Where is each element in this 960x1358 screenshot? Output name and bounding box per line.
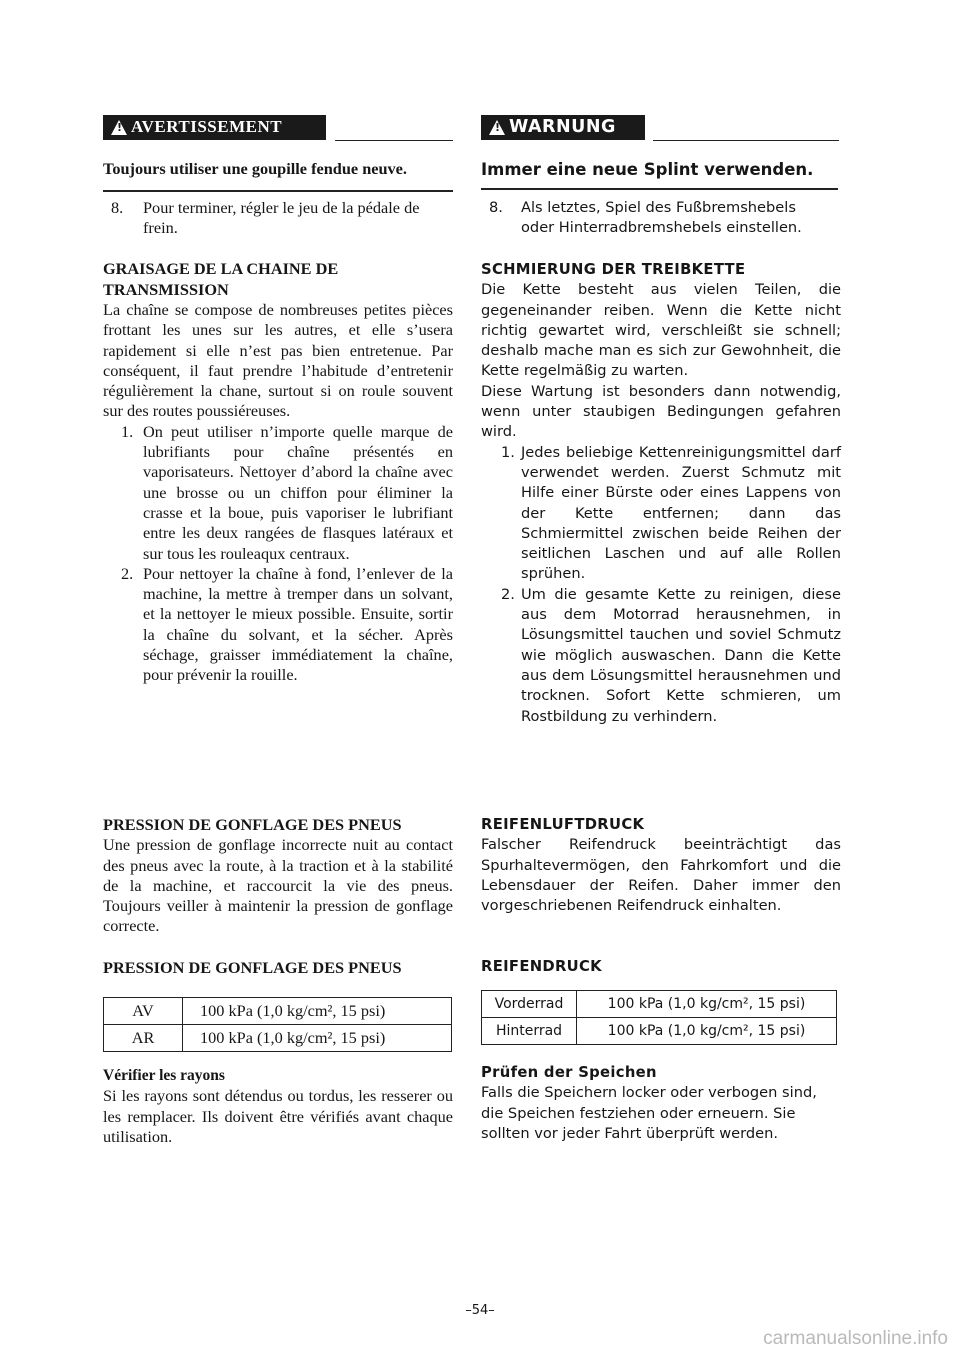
- fr-warning-rule: [103, 190, 453, 192]
- fr-chain-heading: GRAISAGE DE LA CHAINE DE TRANSMISSION: [103, 259, 339, 299]
- de-step-8: [489, 198, 831, 239]
- fr-chain-intro: La chaîne se compose de nombreuses petites pièces frottant les unes sur les autres, et elle s’usera rapidement si elle n’est pas bien entretenue. Par conséquent, il faut prendre l’habitude d’entretenir régulièrement la chane, surtout si on roule souvent sur des routes poussiéreuses.: [103, 300, 453, 421]
- de-chain-heading: SCHMIERUNG DER TREIBKETTE: [481, 261, 746, 278]
- fr-tire-heading: PRESSION DE GONFLAGE DES PNEUS: [103, 815, 402, 834]
- fr-warning-badge: [103, 115, 326, 140]
- de-tire-text: Falscher Reifendruck beeinträchtigt das Spurhaltevermögen, den Fahrkomfort und die Lebensdauer der Reifen. Daher immer den vorgeschriebenen Reifendruck einhalten.: [481, 836, 841, 915]
- de-step-8-num: 8.: [489, 199, 503, 216]
- de-chain-step-2: 2. Um die gesamte Kette zu reinigen, diese aus dem Motorrad herausnehmen, in Lösungsmittel tauchen und soviel Schmutz wie möglich auswaschen. Dann die Kette aus dem Lösungsmittel herausnehmen und trocknen. Sofort Kette schmieren, um Rostbildung zu verhindern.: [501, 585, 841, 725]
- table-row: [104, 1025, 452, 1052]
- de-table-heading-wrap: [481, 957, 841, 977]
- fr-pressure-table: [103, 997, 452, 1052]
- page-number: –54–: [465, 1303, 495, 1318]
- fr-chain-step-2: 2. Pour nettoyer la chaîne à fond, l’enlever de la machine, la mettre à tremper dans un solvant, et la nettoyer le mieux possible. Ensuite, sortir la chaîne du solvant, et la sécher. Après séchage, graisser immédiatement la chaîne, pour prévenir la rouille.: [121, 563, 453, 685]
- fr-spokes-section: [103, 1066, 453, 1147]
- de-warning-header: [481, 115, 841, 141]
- de-chain-step-1: 1. Jedes beliebige Kettenreinigungsmittel darf verwendet werden. Zuerst Schmutz mit Hilfe einer Bürste oder eines Lappens von der Kette entfernen; dann das Schmiermittel zwischen beide Reihen der seitlichen Laschen und auf alle Rollen sprühen.: [501, 443, 841, 583]
- fr-spokes-heading: Vérifier les rayons: [103, 1067, 225, 1084]
- de-step-8-text: Als letztes, Spiel des Fußbremshebels oder Hinterradbremshebels einstellen.: [521, 199, 802, 237]
- de-warning-text: Immer eine neue Splint verwenden.: [481, 160, 814, 179]
- de-chain-intro: Die Kette besteht aus vielen Teilen, die gegeneinander reiben. Wenn die Kette nicht richtig gewartet wird, verschleißt sie schnell; deshalb mache man es sich zur Gewohnheit, die Kette regelmäßig zu warten.: [481, 281, 841, 380]
- fr-warning-underline: [335, 140, 453, 142]
- warning-triangle-icon: [111, 120, 127, 135]
- table-row: [482, 1018, 837, 1045]
- de-warning-underline: [653, 140, 839, 142]
- fr-tire-text: Une pression de gonflage incorrecte nuit au contact des pneus avec la route, à la traction et à la stabilité de la machine, et raccourcit la vie des pneus. Toujours veiller à maintenir la pression de gonflage correcte.: [103, 835, 453, 936]
- de-spokes-section: [481, 1063, 841, 1144]
- fr-tire-section: [103, 815, 453, 937]
- de-table-label: Vorderrad: [482, 991, 577, 1018]
- de-tire-heading: REIFENLUFTDRUCK: [481, 816, 645, 833]
- fr-table-label: AV: [104, 998, 183, 1025]
- table-row: [104, 998, 452, 1025]
- de-table-value: 100 kPa (1,0 kg/cm², 15 psi): [577, 1018, 837, 1045]
- fr-table-value: 100 kPa (1,0 kg/cm², 15 psi): [183, 998, 452, 1025]
- fr-spokes-text: Si les rayons sont détendus ou tordus, les resserer ou les remplacer. Ils doivent être vérifiés avant chaque utilisation.: [103, 1086, 453, 1146]
- de-tire-section: [481, 815, 841, 916]
- fr-table-label: AR: [104, 1025, 183, 1052]
- de-spokes-text: Falls die Speichern locker oder verbogen sind, die Speichen festziehen oder erneuern. Sie sollten vor jeder Fahrt überprüft werden.: [481, 1084, 817, 1142]
- watermark: carmanualsonline.info: [763, 1328, 948, 1349]
- fr-table-heading-wrap: [103, 958, 453, 978]
- de-table-label: Hinterrad: [482, 1018, 577, 1045]
- de-pressure-table: [481, 990, 837, 1045]
- de-warning-rule: [481, 188, 838, 190]
- fr-step-8: [111, 198, 453, 239]
- fr-chain-step-1: 1. On peut utiliser n’importe quelle marque de lubrifiants pour chaîne présentés en vaporisateurs. Nettoyer d’abord la chaîne avec une brosse ou un chiffon pour éliminer la crasse et la boue, puis vaporiser le lubrifiant entre les deux rangées de flasques latéraux et sur tous les rouleaqux centraux.: [121, 421, 453, 563]
- de-warning-label: WARNUNG: [509, 117, 616, 138]
- de-chain-intro2: Diese Wartung ist besonders dann notwendig, wenn unter staubigen Bedingungen gefahren wird.: [481, 382, 841, 441]
- fr-warning-label: AVERTISSEMENT: [131, 117, 283, 137]
- fr-table-heading: PRESSION DE GONFLAGE DES PNEUS: [103, 958, 402, 977]
- fr-warning-header: [103, 115, 453, 141]
- de-chain-section: [481, 260, 841, 727]
- fr-step-8-num: 8.: [111, 198, 124, 217]
- de-table-heading: REIFENDRUCK: [481, 958, 602, 975]
- fr-chain-section: [103, 258, 453, 686]
- de-warning-badge: [481, 115, 645, 140]
- table-row: [482, 991, 837, 1018]
- fr-table-value: 100 kPa (1,0 kg/cm², 15 psi): [183, 1025, 452, 1052]
- fr-warning-text: Toujours utiliser une goupille fendue neuve.: [103, 159, 407, 178]
- de-table-value: 100 kPa (1,0 kg/cm², 15 psi): [577, 991, 837, 1018]
- warning-triangle-icon: [489, 120, 505, 135]
- fr-step-8-text: Pour terminer, régler le jeu de la pédale de frein.: [143, 198, 420, 238]
- de-spokes-heading: Prüfen der Speichen: [481, 1064, 657, 1081]
